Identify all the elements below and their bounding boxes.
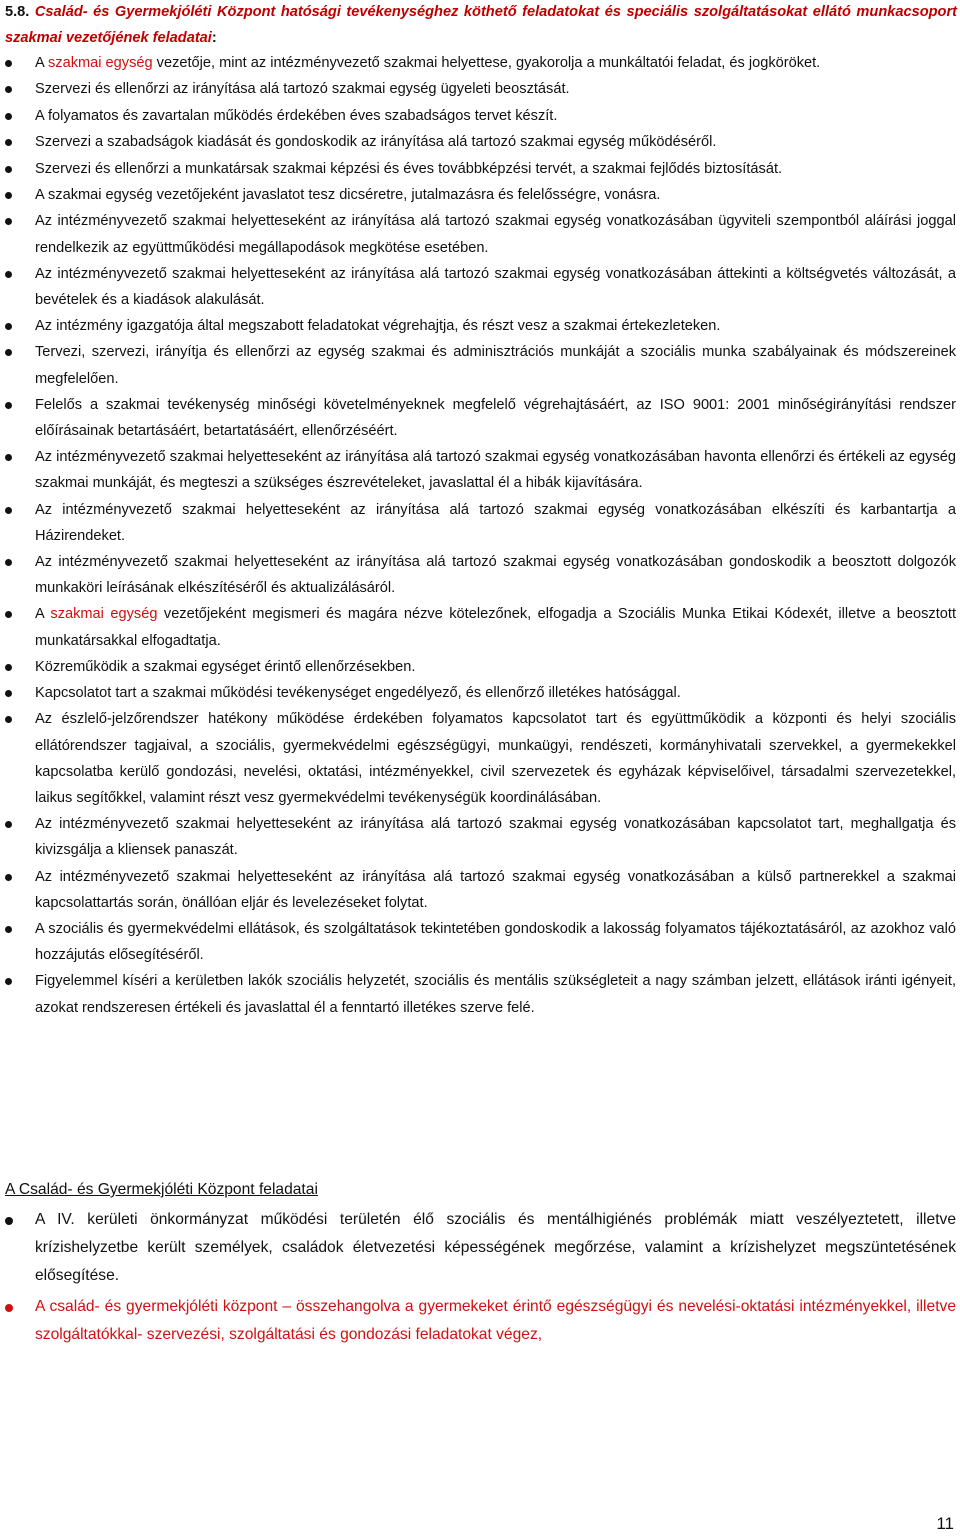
list-item: A folyamatos és zavartalan működés érdekében éves szabadságos tervet készít. — [0, 103, 956, 129]
highlighted-term: szakmai egység — [50, 606, 158, 623]
list-item: Szervezi és ellenőrzi a munkatársak szakmai képzési és éves továbbképzési tervét, a szakmai fejlődés biztosítását. — [0, 156, 956, 182]
list-item: A szakmai egység vezetője, mint az intézményvezető szakmai helyettese, gyakorolja a munkáltatói feladat, és jogköröket. — [0, 50, 956, 76]
list-item: A szakmai egység vezetőjeként megismeri és magára nézve kötelezőnek, elfogadja a Szociális Munka Etikai Kódexét, illetve a beosztott munkatársakkal elfogadtatja. — [0, 601, 956, 653]
list-item: A szociális és gyermekvédelmi ellátások, és szolgáltatások tekintetében gondoskodik a lakosság folyamatos tájékoztatásáról, az azokhoz való hozzájutás elősegítéséről. — [0, 916, 956, 968]
list-item: Az intézmény igazgatója által megszabott feladatokat végrehajtja, és részt vesz a szakmai értekezleteken. — [0, 313, 956, 339]
list-item: Szervezi és ellenőrzi az irányítása alá tartozó szakmai egység ügyeleti beosztását. — [0, 76, 956, 102]
list-item: Figyelemmel kíséri a kerületben lakók szociális helyzetét, szociális és mentális szükségleteit a nagy számban jelzett, ellátások iránti igényeit, azokat rendszeresen értékeli és javaslattal él a fenntartó illetékes szerve felé. — [0, 968, 956, 1020]
list-item: A IV. kerületi önkormányzat működési területén élő szociális és mentálhigiénés problémák miatt veszélyeztetett, illetve krízishelyzetbe került személyek, családok életvezetési képességének megőrzése, valamint a krízishelyzet megszüntetésének elősegítése. — [0, 1206, 956, 1291]
highlighted-term: szakmai egység — [47, 55, 153, 71]
list-item: Kapcsolatot tart a szakmai működési tevékenységet engedélyező, és ellenőrző illetékes hatósággal. — [0, 680, 956, 706]
list-item: Az intézményvezető szakmai helyetteseként az irányítása alá tartozó szakmai egység vonatkozásában áttekinti a költségvetés változását, a bevételek és a kiadások alakulását. — [0, 261, 956, 313]
list-item: Tervezi, szervezi, irányítja és ellenőrzi az egység szakmai és adminisztrációs munkáját a szociális munka szabályainak és módszereinek megfelelően. — [0, 339, 956, 391]
list-item: Az észlelő-jelzőrendszer hatékony működése érdekében folyamatos kapcsolatot tart és együttműködik a központi és helyi szociális ellátórendszer tagjaival, a szociális, gyermekvédelmi egészségügyi, munkaügyi, rendészeti, kormányhivatali szervekkel, a gyermekekkel kapcsolatba kerülő gondozási, nevelési, oktatási, intézményekkel, civil szervezetek és egyházak képviselőivel, társadalmi szervezetekkel, laikus segítőkkel, valamint részt vesz gyermekvédelmi tevékenységük koordinálásában. — [0, 706, 956, 811]
duties-list — [0, 50, 960, 1021]
center-tasks-list — [0, 1206, 960, 1349]
list-item: A szakmai egység vezetőjeként javaslatot tesz dicséretre, jutalmazásra és felelősségre, vonásra. — [0, 182, 956, 208]
list-item: Szervezi a szabadságok kiadását és gondoskodik az irányítása alá tartozó szakmai egység működéséről. — [0, 129, 956, 155]
list-item: Felelős a szakmai tevékenység minőségi követelményeknek megfelelő végrehajtásáért, az ISO 9001: 2001 minőségirányítási rendszer előírásainak betartásáért, betartatásáért, ellenőrzéséért. — [0, 392, 956, 444]
list-item: Közreműködik a szakmai egységet érintő ellenőrzésekben. — [0, 654, 956, 680]
section-heading — [5, 0, 957, 52]
list-item: Az intézményvezető szakmai helyetteseként az irányítása alá tartozó szakmai egység vonatkozásában gondoskodik a beosztott dolgozók munkaköri leírásának elkészítéséről és aktualizálásáról. — [0, 549, 956, 601]
page-number: 11 — [936, 1514, 954, 1533]
list-item: Az intézményvezető szakmai helyetteseként az irányítása alá tartozó szakmai egység vonatkozásában havonta ellenőrzi és értékeli az egység szakmai munkáját, és megteszi a szükséges észrevételeket, javaslattal él a hibák kijavítására. — [0, 444, 956, 496]
list-item: Az intézményvezető szakmai helyetteseként az irányítása alá tartozó szakmai egység vonatkozásában kapcsolatot tart, meghallgatja és kivizsgálja a kliensek panaszát. — [0, 811, 956, 863]
section-number: 5.8. — [5, 4, 30, 20]
section-heading-title: Család- és Gyermekjóléti Központ hatósági tevékenységhez köthető feladatokat és speciális szolgáltatásokat ellátó munkacsoport szakmai vezetőjének feladatai — [5, 4, 957, 47]
heading-colon: : — [211, 30, 217, 47]
section-title: A Család- és Gyermekjóléti Központ feladatai — [5, 1181, 318, 1198]
list-item: Az intézményvezető szakmai helyetteseként az irányítása alá tartozó szakmai egység vonatkozásában a külső partnerekkel a szakmai kapcsolattartás során, önállóan eljár és levelezéseket folytat. — [0, 864, 956, 916]
list-item: Az intézményvezető szakmai helyetteseként az irányítása alá tartozó szakmai egység vonatkozásában elkészíti és karbantartja a Házirendeket. — [0, 497, 956, 549]
list-item: Az intézményvezető szakmai helyetteseként az irányítása alá tartozó szakmai egység vonatkozásában ügyviteli szempontból aláírási joggal rendelkezik az együttműködési megállapodások megkötése esetében. — [0, 208, 956, 260]
list-item: A család- és gyermekjóléti központ – összehangolva a gyermekeket érintő egészségügyi és nevelési-oktatási intézményekkel, illetve szolgáltatókkal- szervezési, szolgáltatási és gondozási feladatokat végez, — [0, 1293, 956, 1349]
